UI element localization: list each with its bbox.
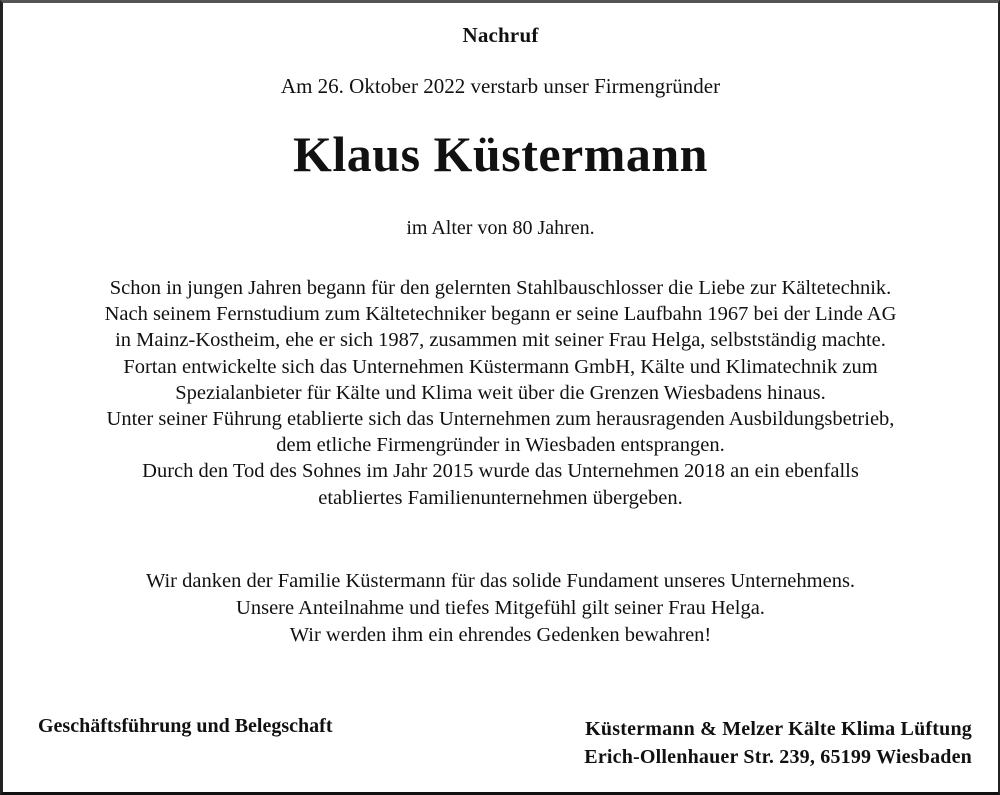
deceased-name: Klaus Küstermann bbox=[292, 126, 708, 182]
closing-line: Wir werden ihm ein ehrendes Gedenken bewahren! bbox=[289, 624, 712, 646]
closing-paragraph bbox=[3, 568, 998, 649]
biography-line: in Mainz-Kostheim, ehe er sich 1987, zusammen mit seiner Frau Helga, selbstständig machte. bbox=[115, 329, 886, 352]
biography-line: dem etliche Firmengründer in Wiesbaden entsprangen. bbox=[276, 434, 725, 457]
biography-line: Durch den Tod des Sohnes im Jahr 2015 wurde das Unternehmen 2018 an ein ebenfalls bbox=[142, 460, 859, 483]
age-line: im Alter von 80 Jahren. bbox=[406, 217, 595, 239]
company-address: Erich-Ollenhauer Str. 239, 65199 Wiesbaden bbox=[584, 746, 972, 768]
company-name: Küstermann & Melzer Kälte Klima Lüftung bbox=[585, 718, 972, 740]
signature-left: Geschäftsführung und Belegschaft bbox=[38, 715, 333, 737]
closing-line: Unsere Anteilnahme und tiefes Mitgefühl gilt seiner Frau Helga. bbox=[236, 597, 765, 619]
biography-line: Fortan entwickelte sich das Unternehmen Küstermann GmbH, Kälte und Klimatechnik zum bbox=[123, 355, 878, 378]
closing-line: Wir danken der Familie Küstermann für das solide Fundament unseres Unternehmens. bbox=[145, 570, 856, 592]
heading: Nachruf bbox=[462, 23, 539, 47]
biography-line: Spezialanbieter für Kälte und Klima weit über die Grenzen Wiesbadens hinaus. bbox=[175, 381, 826, 404]
biography-line: etabliertes Familienunternehmen übergeben. bbox=[318, 486, 683, 509]
intro-line: Am 26. Oktober 2022 verstarb unser Firmengründer bbox=[280, 74, 721, 98]
biography-line: Nach seinem Fernstudium zum Kältetechniker begann er seine Laufbahn 1967 bei der Linde AG bbox=[104, 303, 897, 326]
biography-line: Schon in jungen Jahren begann für den gelernten Stahlbauschlosser die Liebe zur Kältetechnik. bbox=[109, 277, 892, 299]
biography-paragraph bbox=[3, 275, 998, 511]
signature-right bbox=[584, 715, 972, 771]
biography-line: Unter seiner Führung etablierte sich das Unternehmen zum herausragenden Ausbildungsbetrieb, bbox=[106, 408, 895, 431]
